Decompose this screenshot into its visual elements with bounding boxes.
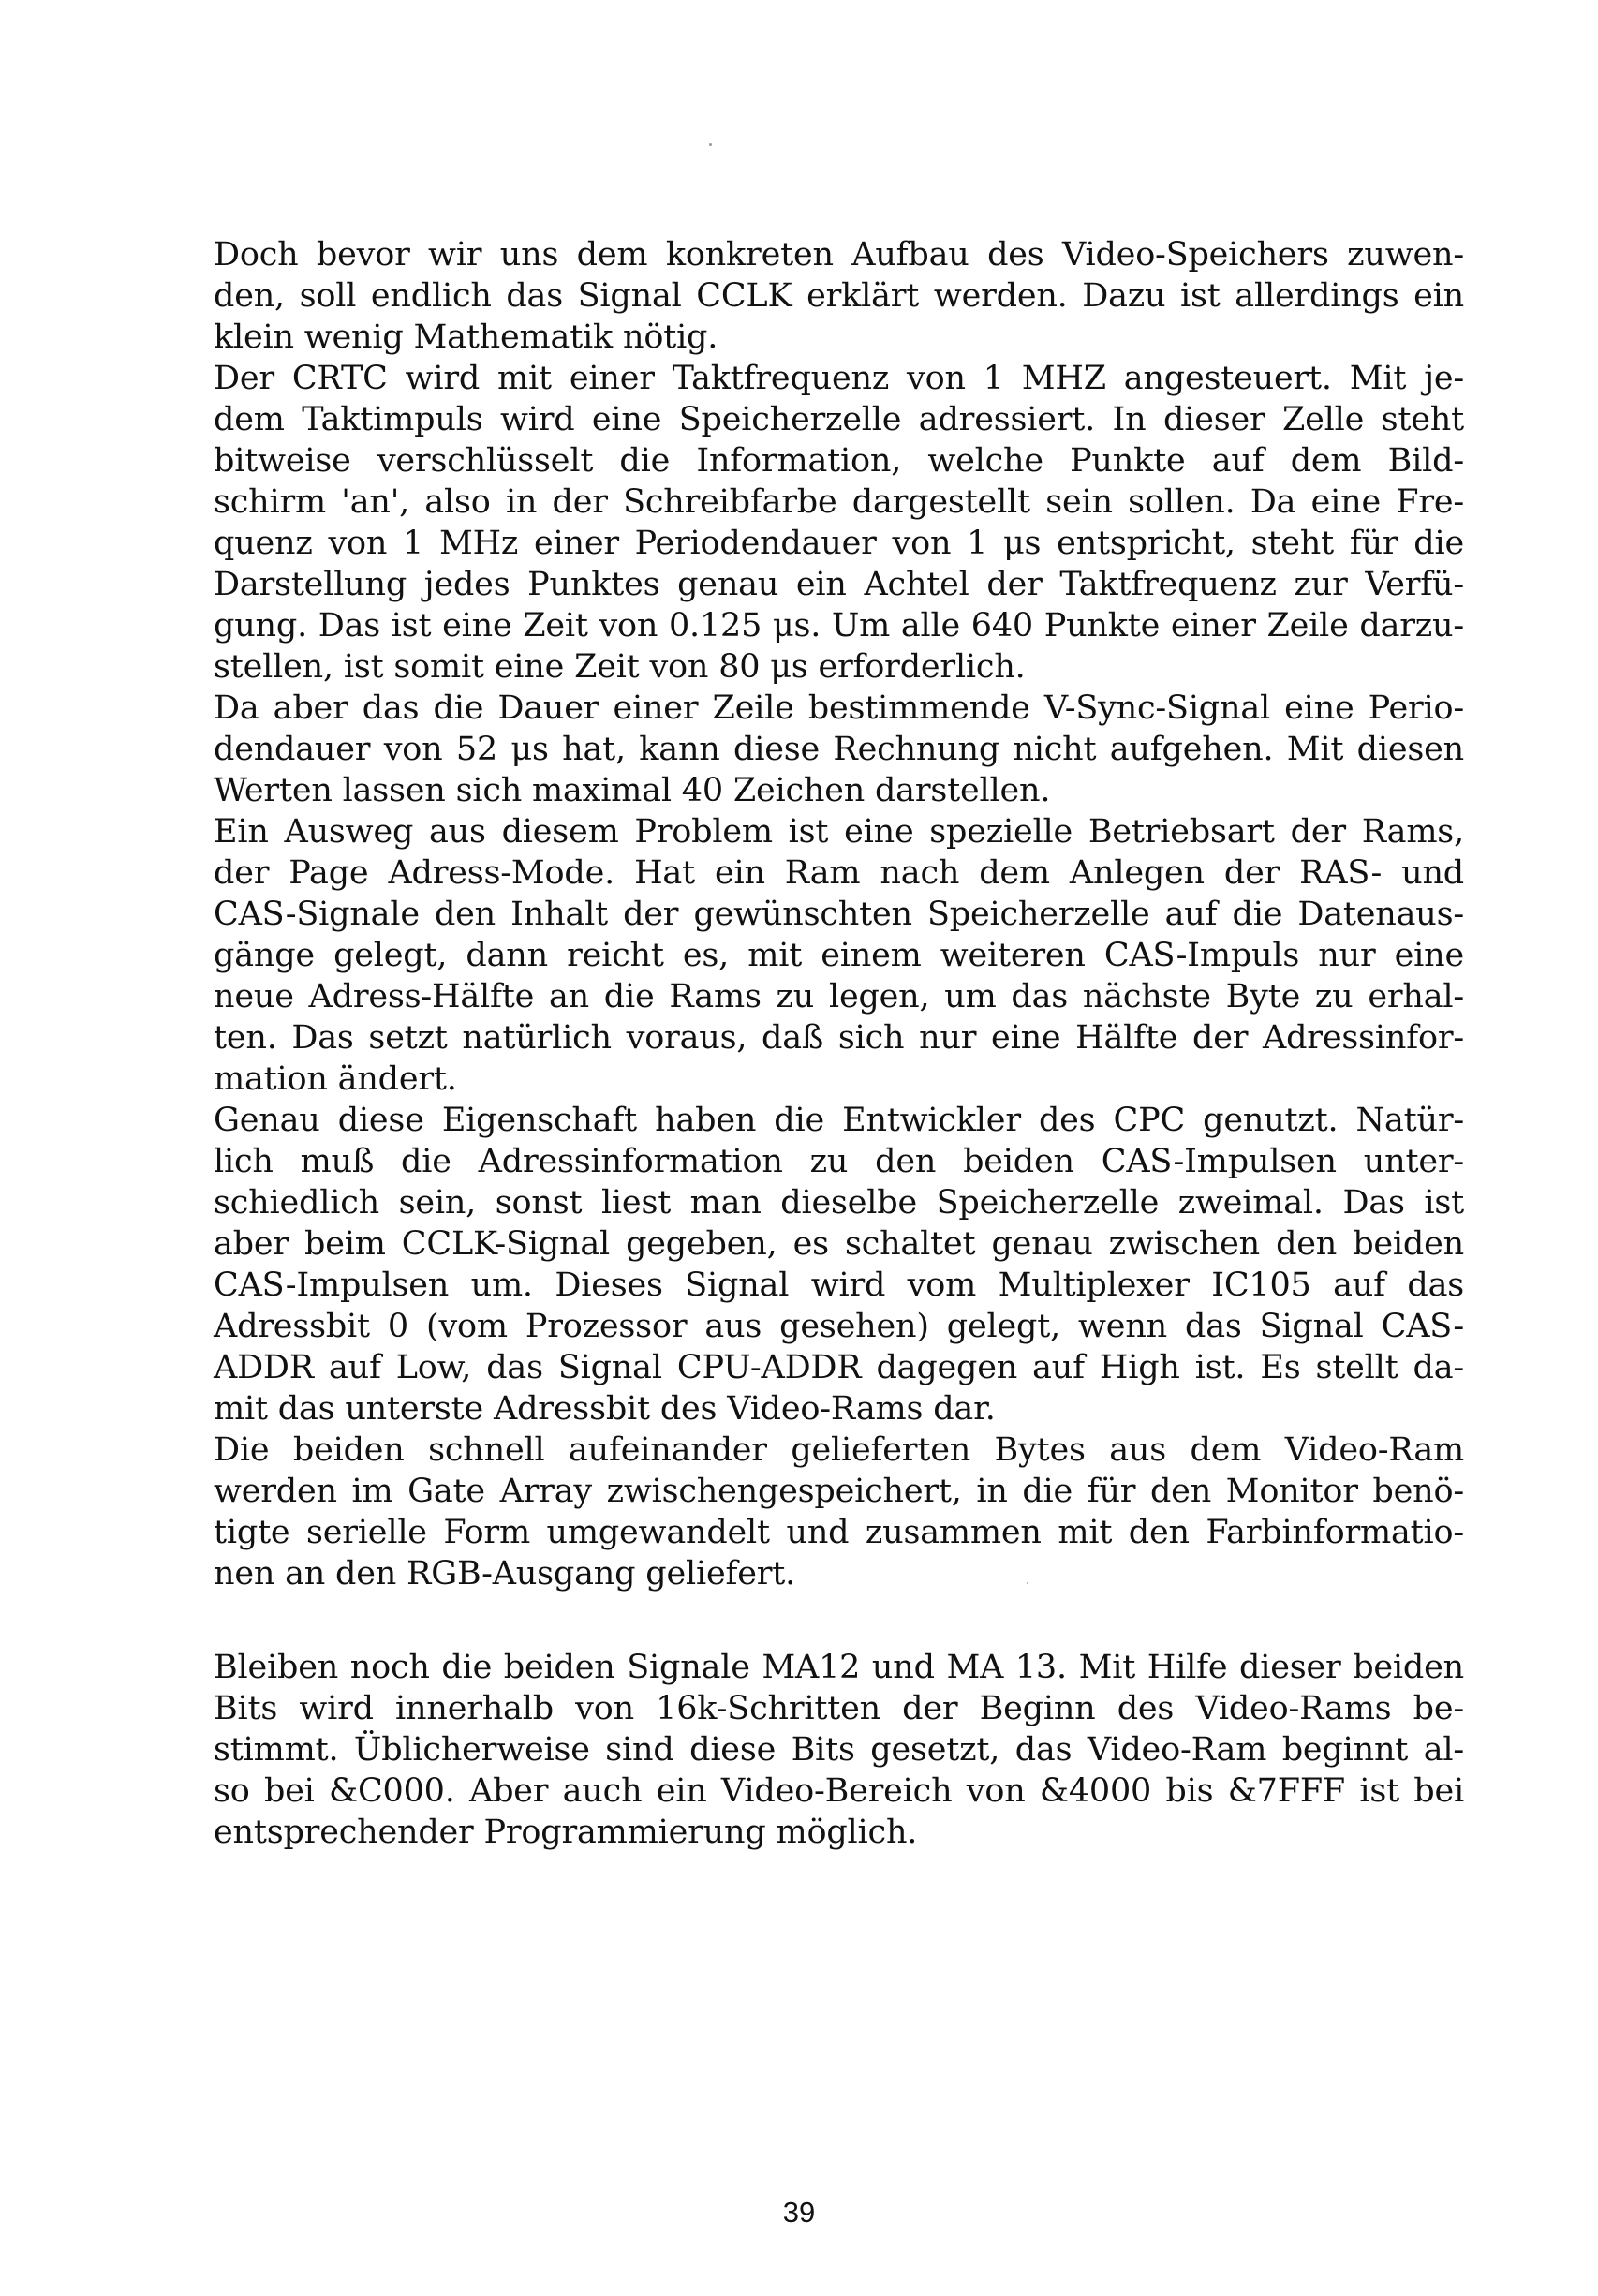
paragraph bbox=[214, 688, 1464, 811]
text-line: mit das unterste Adressbit des Video-Rams dar. bbox=[214, 1390, 996, 1428]
text-line: gänge gelegt, dann reicht es, mit einem weiteren CAS-Impuls nur eine bbox=[214, 937, 1464, 974]
main-text-block bbox=[214, 234, 1464, 1594]
text-line: so bei &C000. Aber auch ein Video-Bereich von &4000 bis &7FFF ist bei bbox=[214, 1772, 1464, 1810]
text-line: Die beiden schnell aufeinander gelieferten Bytes aus dem Video-Ram bbox=[214, 1431, 1464, 1469]
text-line: nen an den RGB-Ausgang geliefert. bbox=[214, 1555, 796, 1592]
text-line: dem Taktimpuls wird eine Speicherzelle adressiert. In dieser Zelle steht bbox=[214, 401, 1464, 438]
text-line: tigte serielle Form umgewandelt und zusammen mit den Farbinformatio- bbox=[214, 1514, 1464, 1551]
text-line: klein wenig Mathematik nötig. bbox=[214, 318, 718, 356]
paragraph bbox=[214, 234, 1464, 358]
text-line: schiedlich sein, sonst liest man dieselbe Speicherzelle zweimal. Das ist bbox=[214, 1184, 1464, 1222]
text-line: stellen, ist somit eine Zeit von 80 μs erforderlich. bbox=[214, 648, 1026, 686]
text-line: bitweise verschlüsselt die Information, welche Punkte auf dem Bild- bbox=[214, 442, 1464, 480]
closing-text-block bbox=[214, 1647, 1464, 1853]
text-line: Adressbit 0 (vom Prozessor aus gesehen) gelegt, wenn das Signal CAS- bbox=[214, 1308, 1464, 1345]
paragraph bbox=[214, 358, 1464, 688]
text-line: Darstellung jedes Punktes genau ein Achtel der Taktfrequenz zur Verfü- bbox=[214, 566, 1464, 603]
page-number: 39 bbox=[782, 2196, 816, 2229]
text-line: quenz von 1 MHz einer Periodendauer von 1 μs entspricht, steht für die bbox=[214, 525, 1464, 562]
text-line: Werten lassen sich maximal 40 Zeichen darstellen. bbox=[214, 772, 1051, 809]
text-line: schirm 'an', also in der Schreibfarbe dargestellt sein sollen. Da eine Fre- bbox=[214, 483, 1464, 521]
text-line: Der CRTC wird mit einer Taktfrequenz von 1 MHZ angesteuert. Mit je- bbox=[214, 360, 1464, 397]
text-line: entsprechender Programmierung möglich. bbox=[214, 1814, 918, 1851]
text-line: ten. Das setzt natürlich voraus, daß sich nur eine Hälfte der Adressinfor- bbox=[214, 1019, 1464, 1057]
text-line: werden im Gate Array zwischengespeichert, in die für den Monitor benö- bbox=[214, 1473, 1464, 1510]
text-line: stimmt. Üblicherweise sind diese Bits gesetzt, das Video-Ram beginnt al- bbox=[214, 1731, 1464, 1769]
text-line: Ein Ausweg aus diesem Problem ist eine spezielle Betriebsart der Rams, bbox=[214, 813, 1464, 851]
paragraph bbox=[214, 811, 1464, 1100]
text-line: lich muß die Adressinformation zu den beiden CAS-Impulsen unter- bbox=[214, 1143, 1464, 1180]
text-line: Bleiben noch die beiden Signale MA12 und MA 13. Mit Hilfe dieser beiden bbox=[214, 1649, 1464, 1686]
text-line: Da aber das die Dauer einer Zeile bestimmende V-Sync-Signal eine Perio- bbox=[214, 689, 1464, 727]
text-line: neue Adress-Hälfte an die Rams zu legen, um das nächste Byte zu erhal- bbox=[214, 978, 1464, 1015]
text-line: ADDR auf Low, das Signal CPU-ADDR dagegen auf High ist. Es stellt da- bbox=[214, 1349, 1464, 1386]
paragraph bbox=[214, 1100, 1464, 1429]
text-line: den, soll endlich das Signal CCLK erklärt werden. Dazu ist allerdings ein bbox=[214, 277, 1464, 315]
text-line: mation ändert. bbox=[214, 1060, 457, 1098]
text-line: gung. Das ist eine Zeit von 0.125 μs. Um alle 640 Punkte einer Zeile darzu- bbox=[214, 607, 1464, 644]
scan-speck bbox=[709, 143, 712, 146]
text-line: dendauer von 52 μs hat, kann diese Rechnung nicht aufgehen. Mit diesen bbox=[214, 731, 1464, 768]
scan-speck bbox=[1027, 1582, 1028, 1584]
text-line: CAS-Signale den Inhalt der gewünschten Speicherzelle auf die Datenaus- bbox=[214, 896, 1464, 933]
text-line: der Page Adress-Mode. Hat ein Ram nach dem Anlegen der RAS- und bbox=[214, 854, 1464, 892]
text-line: CAS-Impulsen um. Dieses Signal wird vom Multiplexer IC105 auf das bbox=[214, 1267, 1464, 1304]
paragraph bbox=[214, 1647, 1464, 1853]
paragraph bbox=[214, 1429, 1464, 1594]
text-line: aber beim CCLK-Signal gegeben, es schaltet genau zwischen den beiden bbox=[214, 1225, 1464, 1263]
text-line: Genau diese Eigenschaft haben die Entwickler des CPC genutzt. Natür- bbox=[214, 1102, 1464, 1139]
text-line: Doch bevor wir uns dem konkreten Aufbau des Video-Speichers zuwen- bbox=[214, 236, 1464, 274]
text-line: Bits wird innerhalb von 16k-Schritten der Beginn des Video-Rams be- bbox=[214, 1690, 1464, 1727]
